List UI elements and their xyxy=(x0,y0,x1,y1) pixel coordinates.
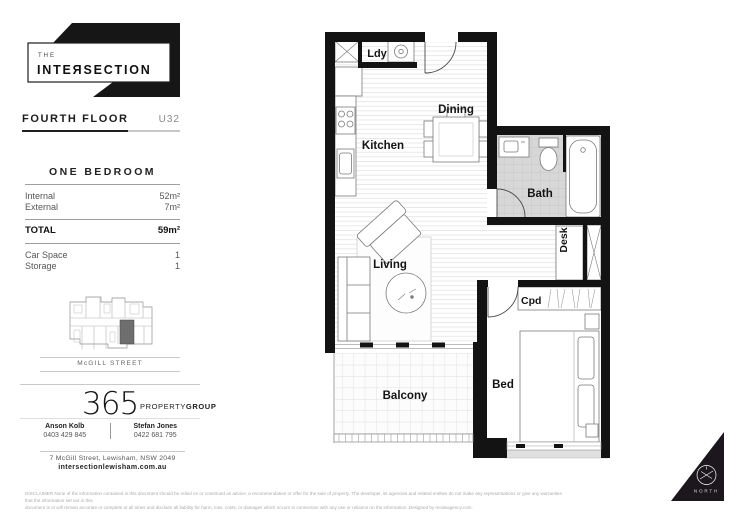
plan-type-title: ONE BEDROOM xyxy=(49,166,156,178)
pillow-icon xyxy=(578,385,594,427)
extras-rows xyxy=(25,249,180,272)
agent-phone: 0422 681 795 xyxy=(133,432,177,439)
room-label-bath: Bath xyxy=(527,188,553,200)
coffee-table-icon xyxy=(386,273,426,313)
website-url: intersectionlewisham.com.au xyxy=(58,464,167,471)
wall xyxy=(325,32,425,42)
wall xyxy=(477,280,488,287)
disclaimer-line-1: DISCLAIMER None of the information contained in this document should be relied on or construed as advice, a recommendation or offer for the sale of property. The developer, its agencies and related entities do not make any representations or give any warranties that the information set out in this xyxy=(25,491,562,503)
agent-2 xyxy=(110,423,201,439)
wall xyxy=(563,135,566,172)
bathtub-icon xyxy=(566,136,600,217)
rule xyxy=(40,357,180,358)
duct-icon xyxy=(335,41,359,62)
logo-the: THE xyxy=(38,53,56,59)
floor-rule xyxy=(22,130,180,132)
rule xyxy=(25,243,180,244)
window-sill xyxy=(505,450,608,458)
row-label: Storage xyxy=(25,261,57,272)
wall xyxy=(473,438,507,458)
row-label: Car Space xyxy=(25,249,68,260)
total-row xyxy=(25,225,180,237)
logo-name: INTEЯSECTION xyxy=(37,63,152,77)
bedside-table-icon xyxy=(586,424,598,437)
area-rows xyxy=(25,190,180,213)
wall xyxy=(583,225,587,280)
room-label-ldy: Ldy xyxy=(367,48,387,60)
wall xyxy=(601,126,610,458)
kitchen-sink-icon xyxy=(337,149,354,178)
floor-header xyxy=(22,113,180,125)
rule xyxy=(40,451,185,452)
agent-name: Anson Kolb xyxy=(45,423,85,430)
bedroom-door-swing xyxy=(488,287,518,317)
wall xyxy=(487,135,497,189)
row-label: Internal xyxy=(25,190,56,201)
rule xyxy=(20,384,200,385)
bedside-table-icon xyxy=(585,314,599,329)
row-value: 1 xyxy=(174,249,180,260)
sofa-icon xyxy=(338,257,370,341)
agent-name: Stefan Jones xyxy=(133,423,178,430)
row-value: 1 xyxy=(174,261,180,272)
vanity-icon xyxy=(499,137,529,157)
dining-table-icon xyxy=(433,117,479,162)
rule xyxy=(20,418,200,419)
agent-phone: 0403 429 845 xyxy=(43,432,87,439)
unit-number: U32 xyxy=(158,114,180,125)
footprint-outline xyxy=(70,297,152,348)
dining-setting xyxy=(424,109,489,162)
total-label: TOTAL xyxy=(25,225,56,237)
floor-plan xyxy=(315,25,615,465)
wall xyxy=(325,32,335,353)
storage-row xyxy=(25,261,180,273)
chair-icon xyxy=(424,141,434,157)
cooktop-icon xyxy=(336,107,355,134)
bedroom-window xyxy=(507,442,601,450)
timber-floor-corridor xyxy=(487,225,556,280)
room-label-desk: Desk xyxy=(558,227,570,253)
car-space-row xyxy=(25,249,180,261)
wall xyxy=(518,280,610,287)
disclaimer xyxy=(25,490,570,511)
rule xyxy=(40,371,180,372)
brand-logo xyxy=(18,20,183,100)
wall xyxy=(487,217,601,225)
disclaimer-line-2: document is or will remain accurate or complete at all times and disclaim all liability for harm, loss, costs, or damages which occurs in connection with any use or reliance on the information. Designed by modeagency.com. xyxy=(25,505,473,510)
fridge-icon xyxy=(335,67,362,96)
room-label-dining: Dining xyxy=(438,104,474,116)
wall xyxy=(361,62,417,68)
wall xyxy=(487,126,610,135)
north-label: NORTH xyxy=(693,488,720,494)
room-label-balcony: Balcony xyxy=(382,390,428,402)
highlighted-unit xyxy=(120,320,134,344)
agent-1 xyxy=(20,423,110,439)
agent-contacts xyxy=(20,423,200,439)
wall xyxy=(358,41,362,68)
total-value: 59m² xyxy=(157,225,180,237)
row-value: 7m² xyxy=(164,202,180,213)
street-label: McGILL STREET xyxy=(77,360,143,367)
washing-machine-icon xyxy=(388,41,414,62)
room-label-cpd: Cpd xyxy=(521,295,542,307)
agency-property: PROPERTY xyxy=(140,402,186,411)
agency-group: GROUP xyxy=(185,402,217,411)
building-key-plan xyxy=(60,292,164,354)
room-label-bed: Bed xyxy=(492,379,514,391)
rule xyxy=(25,184,180,185)
total-row-wrap xyxy=(25,225,180,237)
chair-icon xyxy=(424,121,434,137)
wall xyxy=(327,342,335,353)
row-label: External xyxy=(25,202,59,213)
agency-number-logo: 365 xyxy=(82,386,139,422)
room-label-kitchen: Kitchen xyxy=(361,140,405,152)
area-row-internal xyxy=(25,190,180,202)
row-value: 52m² xyxy=(159,190,180,201)
agency-wordmark xyxy=(140,402,216,411)
area-row-external xyxy=(25,202,180,214)
wall xyxy=(473,342,483,443)
rule xyxy=(25,219,180,220)
shelf-icon xyxy=(587,225,601,280)
room-label-living: Living xyxy=(373,259,407,271)
street-address: 7 McGill Street, Lewisham, NSW 2049 xyxy=(49,455,176,462)
floor-label: FOURTH FLOOR xyxy=(22,113,129,125)
pillow-icon xyxy=(578,337,594,379)
toilet-icon xyxy=(539,138,558,171)
wall xyxy=(487,32,497,135)
north-indicator xyxy=(668,428,728,503)
